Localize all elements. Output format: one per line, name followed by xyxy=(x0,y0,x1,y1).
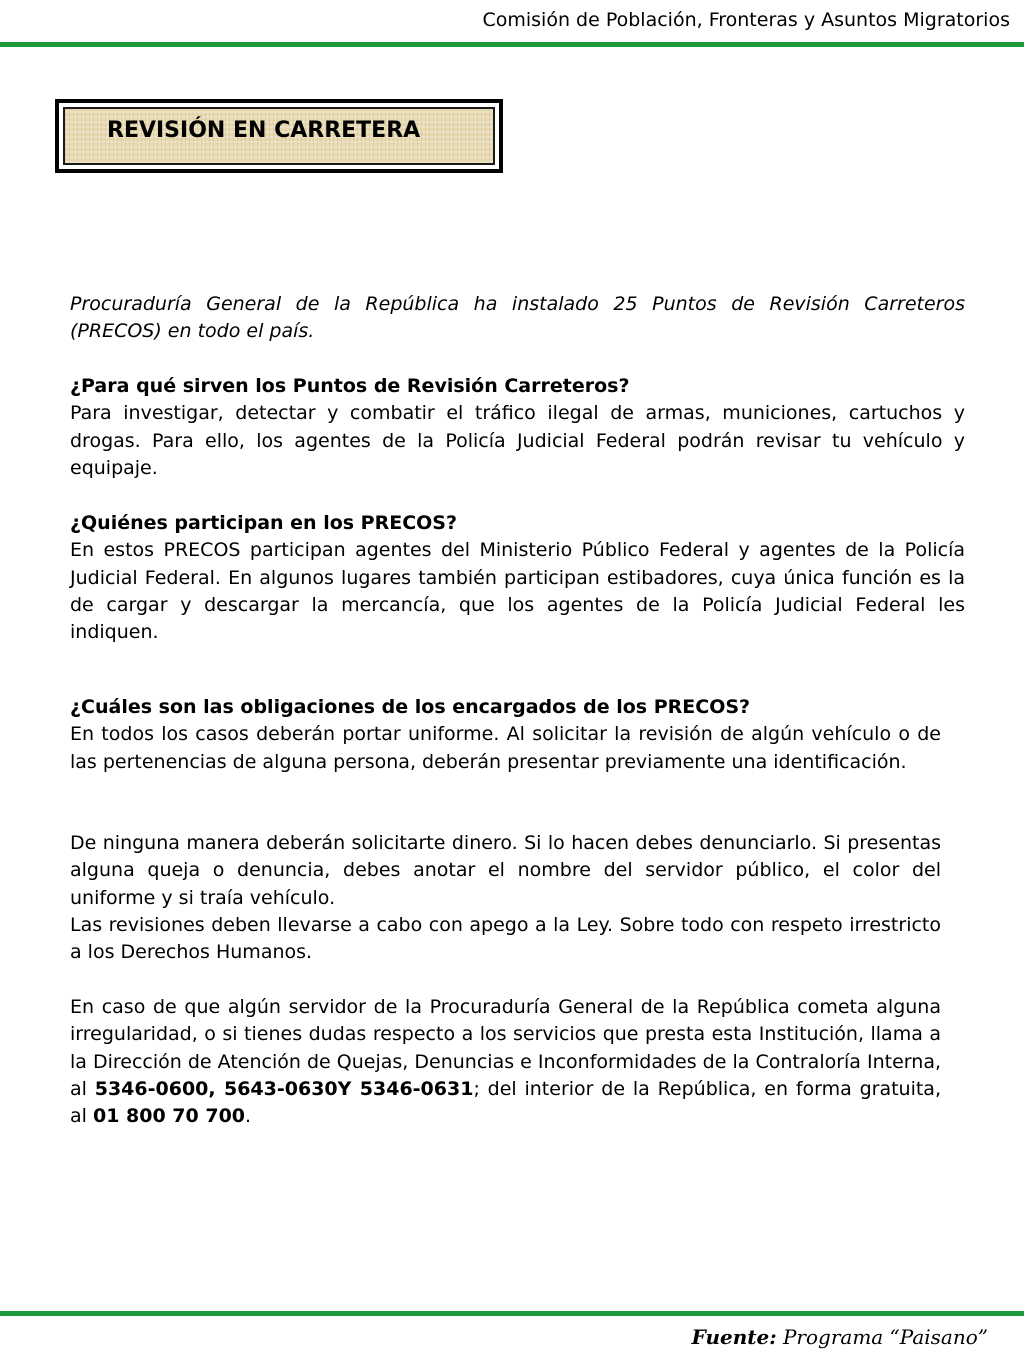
section-answer: Para investigar, detectar y combatir el tráfico ilegal de armas, municiones, cartuchos y drogas. Para ello, los agentes de la Policía Judicial Federal podrán revisar tu vehículo y equipaje. xyxy=(70,402,965,479)
source-value: Programa “Paisano” xyxy=(776,1325,988,1349)
section-question: ¿Cuáles son las obligaciones de los encargados de los PRECOS? xyxy=(70,696,751,718)
contact-phone-numbers: 5346-0600, 5643-0630Y 5346-0631 xyxy=(94,1077,474,1100)
contact-text: En caso de que algún servidor de la Procuraduría General de la República cometa alguna irregularidad, o si tienes dudas respecto a los servicios que presta esta Institución, llama a la Dirección de Atención de Quejas, Denuncias e Inconformidades de la Contraloría Interna, al xyxy=(70,996,941,1100)
money-paragraph: De ninguna manera deberán solicitarte dinero. Si lo hacen debes denunciarlo. Si presentas alguna queja o denuncia, debes anotar el nombre del servidor público, el color del uniforme y si traía vehículo. xyxy=(70,832,941,909)
contact-paragraph xyxy=(70,994,941,1130)
section-question: ¿Para qué sirven los Puntos de Revisión Carreteros? xyxy=(70,375,630,397)
title-box xyxy=(55,99,503,173)
section-question: ¿Quiénes participan en los PRECOS? xyxy=(70,512,458,534)
section-obligations xyxy=(70,694,941,776)
page-title: REVISIÓN EN CARRETERA xyxy=(107,118,421,143)
intro-paragraph: Procuraduría General de la República ha instalado 25 Puntos de Revisión Carreteros (PRECOS) en todo el país. xyxy=(70,293,965,343)
law-paragraph: Las revisiones deben llevarse a cabo con apego a la Ley. Sobre todo con respeto irrestricto a los Derechos Humanos. xyxy=(70,914,941,964)
bottom-green-rule xyxy=(0,1311,1024,1316)
header-title: Comisión de Población, Fronteras y Asuntos Migratorios xyxy=(482,9,1010,31)
source-label: Fuente: xyxy=(691,1325,777,1349)
title-box-inner xyxy=(63,107,495,165)
footer-source xyxy=(692,1325,988,1349)
section-answer: En estos PRECOS participan agentes del Ministerio Público Federal y agentes de la Policía Judicial Federal. En algunos lugares también participan estibadores, cuya única función es la de cargar y descargar la mercancía, que los agentes de la Policía Judicial Federal les indiquen. xyxy=(70,539,965,644)
section-participants xyxy=(70,510,965,646)
contact-text-middle: ; del interior de la República, en forma gratuita, al xyxy=(70,1077,941,1128)
section-purpose xyxy=(70,373,965,482)
top-green-rule xyxy=(0,42,1024,47)
contact-text-end: . xyxy=(245,1105,252,1128)
section-answer: En todos los casos deberán portar uniforme. Al solicitar la revisión de algún vehículo o de las pertenencias de alguna persona, deberán presentar previamente una identificación. xyxy=(70,723,941,773)
toll-free-number: 01 800 70 700 xyxy=(92,1105,246,1128)
